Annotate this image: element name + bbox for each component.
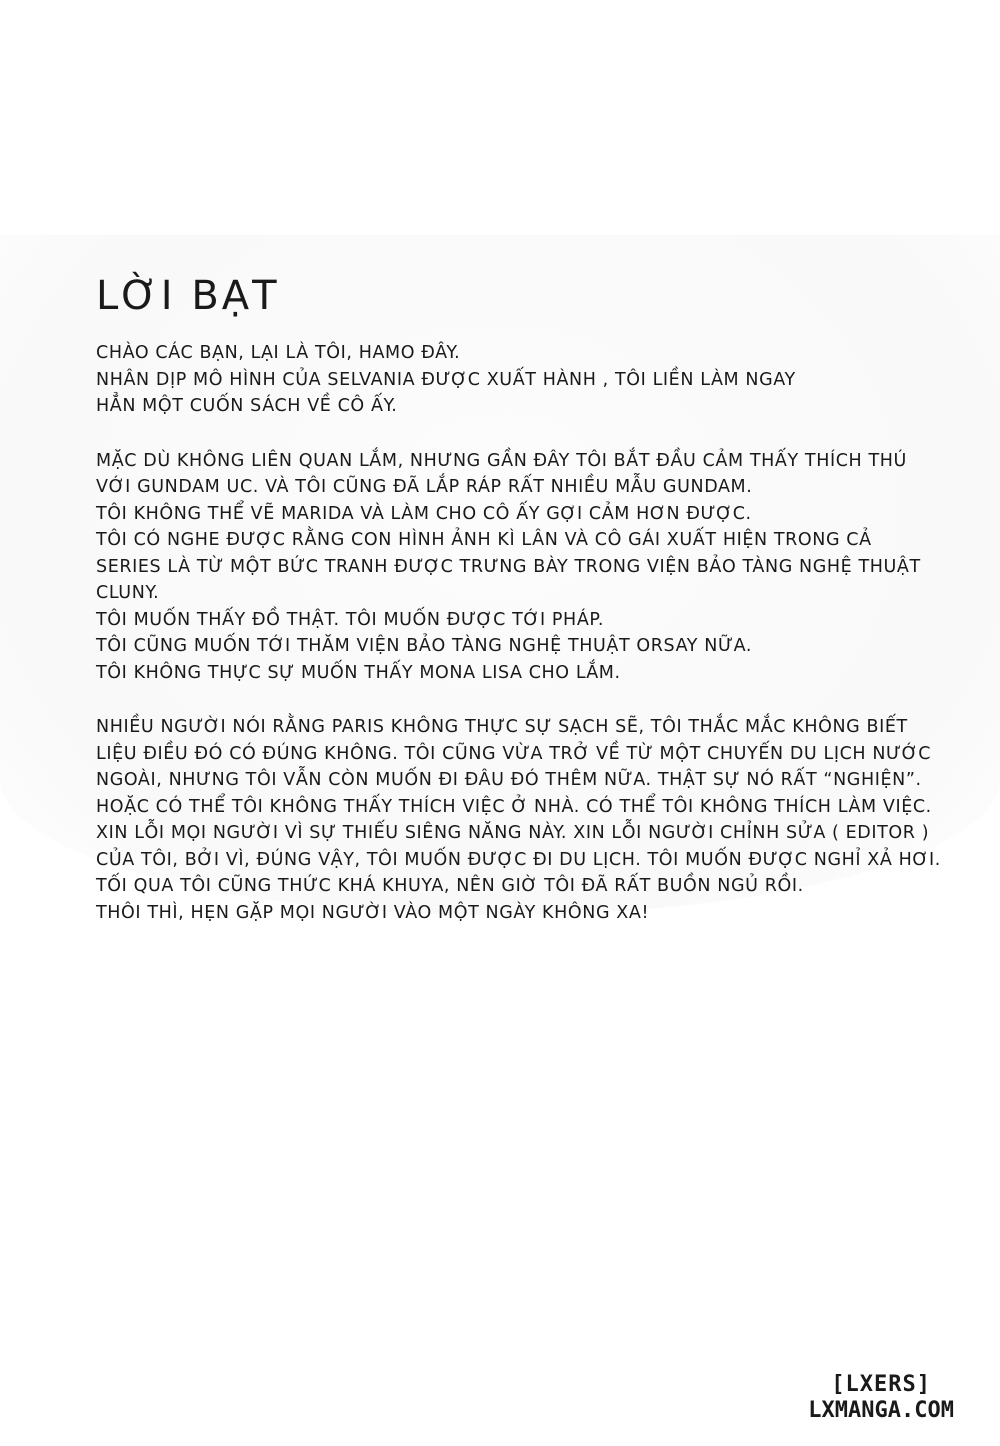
text-line: NHÂN DỊP MÔ HÌNH CỦA SELVANIA ĐƯỢC XUẤT HÀNH , TÔI LIỀN LÀM NGAY [96, 369, 796, 390]
text-line: THÔI THÌ, HẸN GẶP MỌI NGƯỜI VÀO MỘT NGÀY KHÔNG XA! [96, 902, 650, 923]
watermark-group: [LXERS] [831, 1372, 931, 1397]
text-line: TỐI QUA TÔI CŨNG THỨC KHÁ KHUYA, NÊN GIỜ TÔI ĐÃ RẤT BUỒN NGỦ RỒI. [96, 876, 804, 896]
watermark-site: LXMANGA.COM [808, 1398, 954, 1423]
text-line: NGOÀI, NHƯNG TÔI VẪN CÒN MUỐN ĐI ĐÂU ĐÓ THÊM NỮA. THẬT SỰ NÓ RẤT “NGHIỆN”. [96, 770, 922, 790]
text-line: LIỆU ĐIỀU ĐÓ CÓ ĐÚNG KHÔNG. TÔI CŨNG VỪA TRỞ VỀ TỪ MỘT CHUYẾN DU LỊCH NƯỚC [96, 743, 932, 764]
text-line: CỦA TÔI, BỞI VÌ, ĐÚNG VẬY, TÔI MUỐN ĐƯỢC ĐI DU LỊCH. TÔI MUỐN ĐƯỢC NGHỈ XẢ HƠI. [96, 849, 941, 870]
text-line: CHÀO CÁC BẠN, LẠI LÀ TÔI, HAMO ĐÂY. [96, 343, 461, 363]
page-title: LỜI BẠT [96, 273, 280, 319]
text-line: VỚI GUNDAM UC. VÀ TÔI CŨNG ĐÃ LẮP RÁP RẤT NHIỀU MẪU GUNDAM. [96, 477, 753, 497]
text-line: SERIES LÀ TỪ MỘT BỨC TRANH ĐƯỢC TRƯNG BÀY TRONG VIỆN BẢO TÀNG NGHỆ THUẬT [96, 556, 921, 577]
paragraph-1 [96, 340, 956, 420]
paragraph-3 [96, 714, 956, 926]
scanlation-watermark [808, 1372, 954, 1424]
text-line: TÔI MUỐN THẤY ĐỒ THẬT. TÔI MUỐN ĐƯỢC TỚI PHÁP. [96, 609, 604, 630]
text-line: CLUNY. [96, 583, 160, 603]
paragraph-2 [96, 448, 956, 687]
text-line: TÔI KHÔNG THỂ VẼ MARIDA VÀ LÀM CHO CÔ ẤY GỢI CẢM HƠN ĐƯỢC. [96, 503, 752, 524]
text-line: NHIỀU NGƯỜI NÓI RẰNG PARIS KHÔNG THỰC SỰ SẠCH SẼ, TÔI THẮC MẮC KHÔNG BIẾT [96, 717, 908, 737]
text-line: HOẶC CÓ THỂ TÔI KHÔNG THẤY THÍCH VIỆC Ở NHÀ. CÓ THỂ TÔI KHÔNG THÍCH LÀM VIỆC. [96, 796, 932, 817]
text-line: MẶC DÙ KHÔNG LIÊN QUAN LẮM, NHƯNG GẦN ĐÂY TÔI BẮT ĐẦU CẢM THẤY THÍCH THÚ [96, 450, 907, 471]
text-line: TÔI KHÔNG THỰC SỰ MUỐN THẤY MONA LISA CHO LẮM. [96, 662, 621, 683]
afterword-body [96, 340, 956, 954]
text-line: TÔI CÓ NGHE ĐƯỢC RẰNG CON HÌNH ẢNH KÌ LÂN VÀ CÔ GÁI XUẤT HIỆN TRONG CẢ [96, 530, 872, 550]
text-line: HẲN MỘT CUỐN SÁCH VỀ CÔ ẤY. [96, 396, 398, 416]
text-line: XIN LỖI MỌI NGƯỜI VÌ SỰ THIẾU SIÊNG NĂNG NÀY. XIN LỖI NGƯỜI CHỈNH SỬA ( EDITOR ) [96, 823, 930, 843]
text-line: TÔI CŨNG MUỐN TỚI THĂM VIỆN BẢO TÀNG NGHỆ THUẬT ORSAY NỮA. [96, 636, 752, 656]
